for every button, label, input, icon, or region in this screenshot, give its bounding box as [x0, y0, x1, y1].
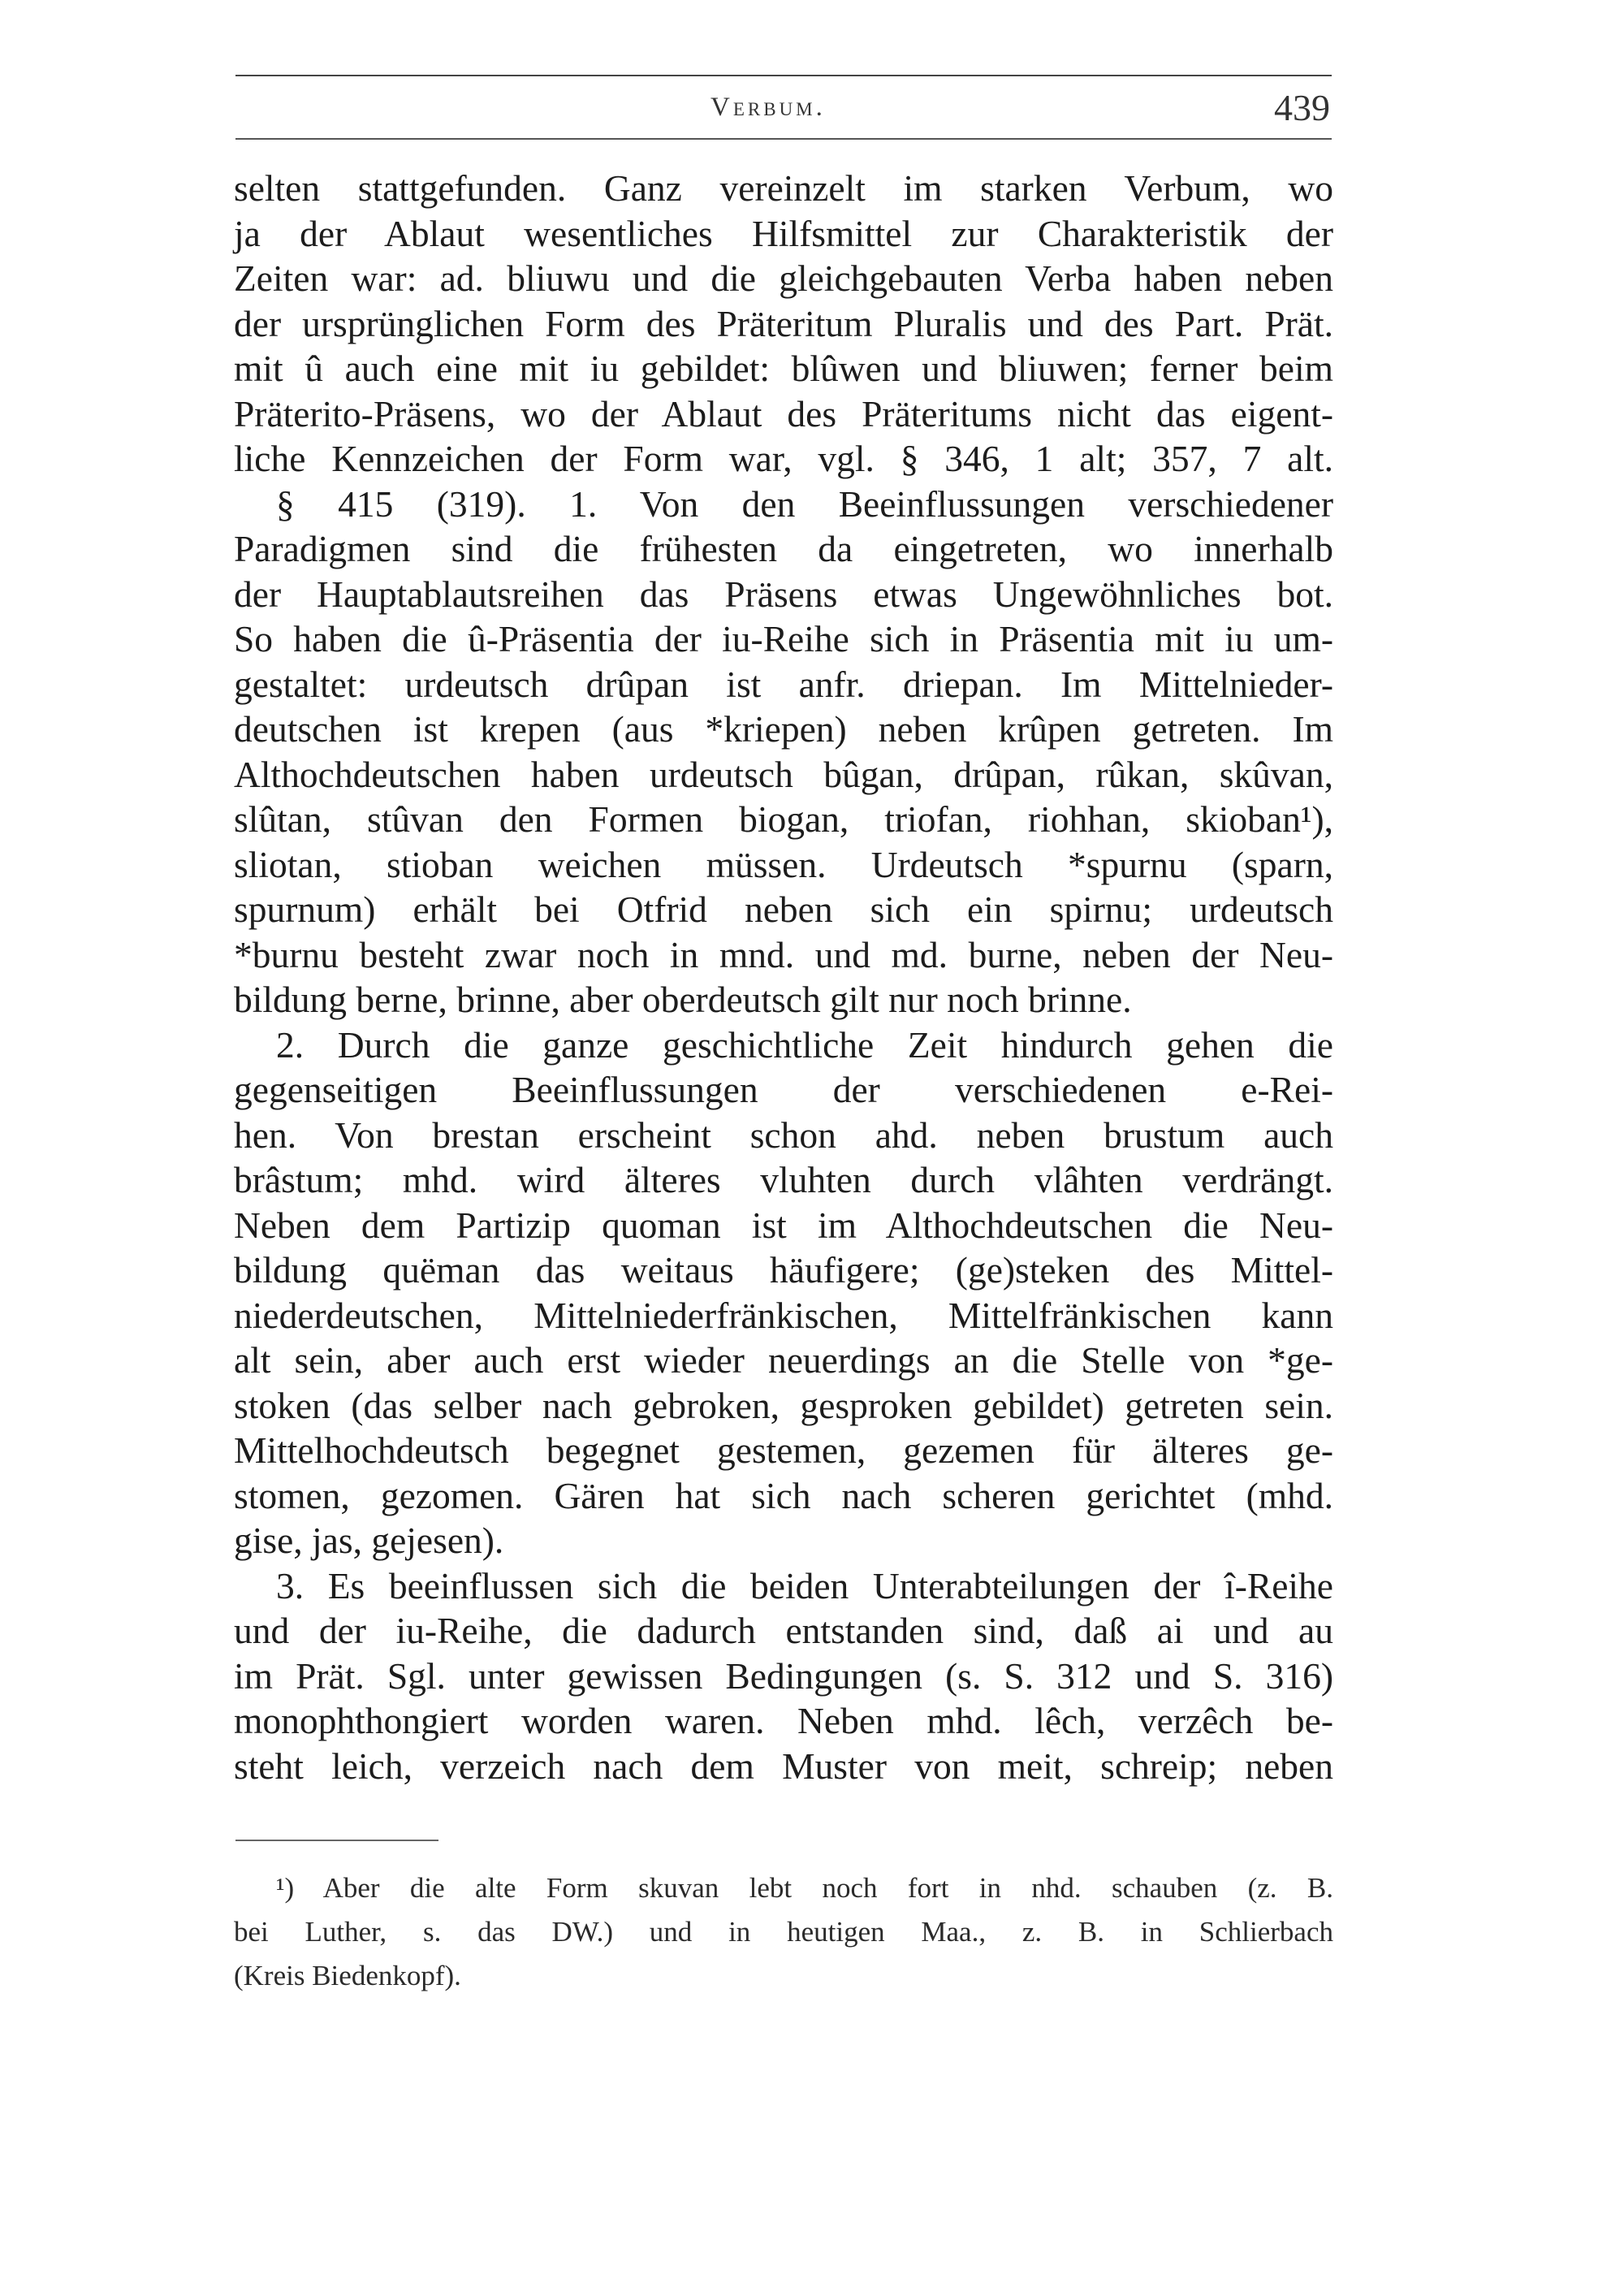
text-line: Mittelhochdeutsch begegnet gestemen, gezemen für älteres ge- [234, 1429, 1333, 1471]
text-line: deutschen ist krepen (aus *kriepen) neben krûpen getreten. Im [234, 708, 1333, 750]
footnote-line: bei Luther, s. das DW.) und in heutigen Maa., z. B. in Schlierbach [234, 1916, 1333, 1948]
text-line: Neben dem Partizip quoman ist im Althochdeutschen die Neu- [234, 1204, 1333, 1246]
text-line: *burnu besteht zwar noch in mnd. und md. burne, neben der Neu- [234, 933, 1333, 975]
text-line: selten stattgefunden. Ganz vereinzelt im starken Verbum, wo [234, 167, 1333, 209]
text-line: der ursprünglichen Form des Präteritum Pluralis und des Part. Prät. [234, 302, 1333, 344]
body-text [234, 166, 1333, 1788]
text-line: bildung quëman das weitaus häufigere; (ge)steken des Mittel- [234, 1249, 1333, 1291]
text-line: Präterito-Präsens, wo der Ablaut des Präteritums nicht das eigent- [234, 392, 1333, 435]
text-line: Althochdeutschen haben urdeutsch bûgan, drûpan, rûkan, skûvan, [234, 753, 1333, 795]
footnote [234, 1866, 1333, 1998]
text-line: alt sein, aber auch erst wieder neuerdings an die Stelle von *ge- [234, 1339, 1333, 1381]
header-top-rule [235, 75, 1332, 76]
text-line: niederdeutschen, Mittelniederfränkischen, Mittelfränkischen kann [234, 1294, 1333, 1336]
text-line: monophthongiert worden waren. Neben mhd. lêch, verzêch be- [234, 1700, 1333, 1741]
text-line: der Hauptablautsreihen das Präsens etwas Ungewöhnliches bot. [234, 573, 1333, 615]
page-number: 439 [1274, 87, 1330, 128]
text-line: mit û auch eine mit iu gebildet: blûwen und bliuwen; ferner beim [234, 348, 1333, 389]
text-line: bildung berne, brinne, aber oberdeutsch gilt nur noch brinne. [234, 979, 1132, 1020]
text-line: gise, jas, gejesen). [234, 1520, 504, 1561]
running-title: Verbum. [710, 93, 826, 122]
text-line: hen. Von brestan erscheint schon ahd. neben brustum auch [234, 1113, 1333, 1156]
text-line: Zeiten war: ad. bliuwu und die gleichgebauten Verba haben neben [234, 257, 1333, 299]
text-line: slûtan, stûvan den Formen biogan, triofan, riohhan, skioban¹), [234, 798, 1333, 840]
text-line: ja der Ablaut wesentliches Hilfsmittel zur Charakteristik der [234, 212, 1333, 254]
footnote-line: (Kreis Biedenkopf). [234, 1960, 461, 1991]
footnote-line: ¹) Aber die alte Form skuvan lebt noch fort in nhd. schauben (z. B. [276, 1872, 1333, 1904]
text-line: gegenseitigen Beeinflussungen der verschiedenen e-Rei- [234, 1069, 1333, 1110]
text-line: Paradigmen sind die frühesten da eingetreten, wo innerhalb [234, 528, 1333, 569]
text-line: stoken (das selber nach gebroken, gesproken gebildet) getreten sein. [234, 1384, 1333, 1426]
footnote-rule [235, 1840, 438, 1841]
text-line: 2. Durch die ganze geschichtliche Zeit hindurch gehen die [276, 1023, 1333, 1066]
text-line: sliotan, stioban weichen müssen. Urdeutsch *spurnu (sparn, [234, 843, 1333, 885]
text-line: steht leich, verzeich nach dem Muster von meit, schreip; neben [234, 1745, 1333, 1787]
text-line: und der iu-Reihe, die dadurch entstanden sind, daß ai und au [234, 1610, 1333, 1651]
text-line: stomen, gezomen. Gären hat sich nach scheren gerichtet (mhd. [234, 1474, 1333, 1516]
text-line: spurnum) erhält bei Otfrid neben sich ein spirnu; urdeutsch [234, 889, 1333, 930]
text-line: im Prät. Sgl. unter gewissen Bedingungen (s. S. 312 und S. 316) [234, 1654, 1333, 1697]
running-head [235, 81, 1332, 140]
text-line: liche Kennzeichen der Form war, vgl. § 346, 1 alt; 357, 7 alt. [234, 438, 1333, 479]
text-line: § 415 (319). 1. Von den Beeinflussungen verschiedener [276, 482, 1333, 525]
text-line: So haben die û-Präsentia der iu-Reihe sich in Präsentia mit iu um- [234, 618, 1333, 659]
text-line: gestaltet: urdeutsch drûpan ist anfr. driepan. Im Mittelnieder- [234, 663, 1333, 705]
text-line: brâstum; mhd. wird älteres vluhten durch vlâhten verdrängt. [234, 1159, 1333, 1200]
text-line: 3. Es beeinflussen sich die beiden Unterabteilungen der î-Reihe [276, 1564, 1333, 1606]
